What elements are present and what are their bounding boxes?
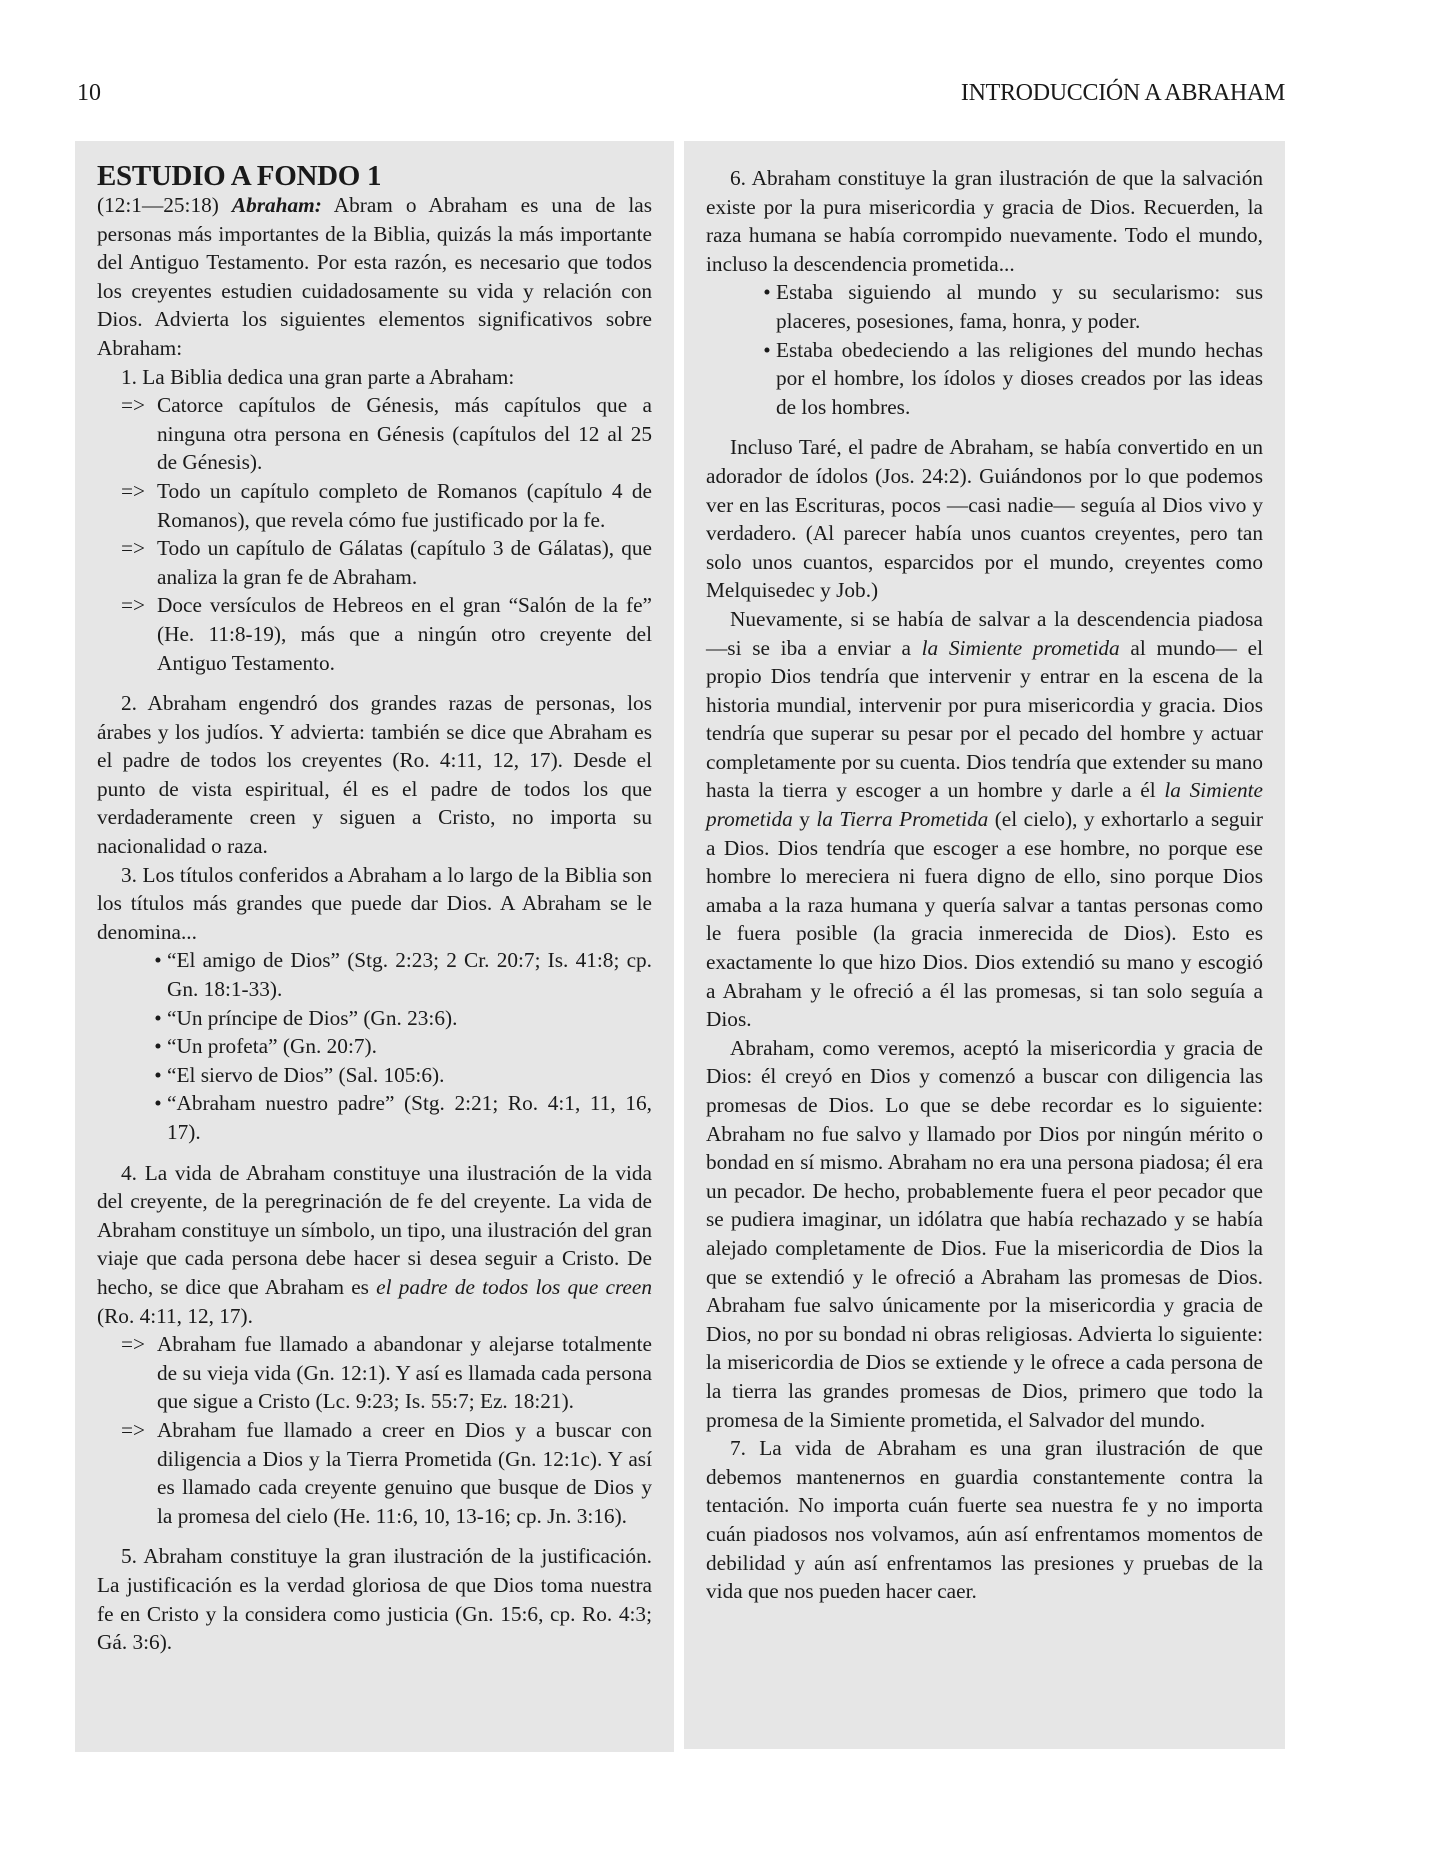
paragraph-tare: Incluso Taré, el padre de Abraham, se había convertido en un adorador de ídolos (Jos. 24:2). Guiándonos por lo que podemos ver en las Escrituras, pocos —casi nadie— seguía al Dios vivo y verdadero. (Al parecer había unos cuantos creyentes, pero tan solo unos cuantos, esparcidos por el mundo, creyentes como Melquisedec y Job.): [706, 435, 1263, 603]
point-5: 5. Abraham constituye la gran ilustración de la justificación. La justificación es la verdad gloriosa de que Dios toma nuestra fe en Cristo y la considera como justicia (Gn. 15:6, cp. Ro. 4:3; Gá. 3:6).: [97, 1544, 652, 1655]
study-title: ESTUDIO A FONDO 1: [97, 160, 382, 192]
bullet-icon: •: [763, 280, 771, 305]
bullet-icon: •: [154, 1062, 162, 1087]
point-4-item: => Abraham fue llamado a creer en Dios y a buscar con diligencia a Dios y la Tierra Prometida (Gn. 12:1c). Y así es llamado cada creyente genuino que busque de Dios y la promesa del cielo (He. 11:6, 10, 13-16; cp. Jn. 3:16).: [97, 1416, 652, 1530]
intro-paragraph: [97, 191, 652, 363]
paragraph-abraham: Abraham, como veremos, aceptó la misericordia y gracia de Dios: él creyó en Dios y comenzó a buscar con diligencia las promesas de Dios. Lo que se debe recordar es lo siguiente: Abraham no fue salvo y llamado por Dios por ningún mérito o bondad en sí mismo. Abraham no era una persona piadosa; él era un pecador. De hecho, probablemente fuera el peor pecador que se pudiera imaginar, un idólatra que había rechazado y se había alejado completamente de Dios. Fue la misericordia de Dios la que se extendió y le ofreció a Abraham las promesas de Dios. Abraham fue salvo únicamente por la misericordia y gracia de Dios, no por su bondad ni obras religiosas. Advierta lo siguiente: la misericordia de Dios se extiende y le ofrece a cada persona de la tierra las grandes promesas de Dios, primero que todo la promesa de la Simiente prometida, el Salvador del mundo.: [706, 1035, 1263, 1432]
point-3: 3. Los títulos conferidos a Abraham a lo largo de la Biblia son los títulos más grandes que puede dar Dios. A Abraham se le denomina...: [97, 862, 652, 944]
intro-term: Abraham:: [231, 193, 322, 217]
intro-text: Abram o Abraham es una de las personas más importantes de la Biblia, quizás la más importante del Antiguo Testamento. Por esta razón, es necesario que todos los creyentes estudien cuidadosamente su vida y relación con Dios. Advierta los siguientes elementos significativos sobre Abraham:: [97, 193, 652, 360]
italic-phrase: el padre de todos los que creen: [376, 1274, 652, 1299]
running-head: INTRODUCCIÓN A ABRAHAM: [960, 80, 1285, 106]
study-box-left-column: [75, 141, 674, 1752]
point-1-item: => Doce versículos de Hebreos en el gran “Salón de la fe” (He. 11:8-19), más que a ningún otro creyente del Antiguo Testamento.: [97, 591, 652, 677]
arrow-marker: =>: [121, 1417, 146, 1442]
bullet-icon: •: [154, 1091, 162, 1116]
point-4-item: => Abraham fue llamado a abandonar y alejarse totalmente de su vieja vida (Gn. 12:1). Y así es llamada cada persona que sigue a Cristo (Lc. 9:23; Is. 55:7; Ez. 18:21).: [97, 1330, 652, 1416]
italic-phrase: la Simiente prometida: [706, 778, 1263, 832]
spacer: [97, 1530, 652, 1542]
study-box-right-column: [684, 141, 1285, 1749]
paragraph-nuevamente: Nuevamente, si se había de salvar a la descendencia piadosa —si se iba a enviar a la Simiente prometida al mundo— el propio Dios tendría que intervenir y entrar en la escena de la historia mundial, intervenir por pura misericordia y gracia. Dios tendría que superar su pesar por el pecado del hombre y actuar completamente por su cuenta. Dios tendría que extender su mano hasta la tierra y escoger a un hombre y darle a él la Simiente prometida y la Tierra Prometida (el cielo), y exhortarlo a seguir a Dios. Dios tendría que escoger a ese hombre, no porque ese hombre lo mereciera ni fuera digno de ello, sino porque Dios amaba a la raza humana y quería salvar a tantas personas como le fuera posible (la gracia inmerecida de Dios). Esto es exactamente lo que hizo Dios. Dios extendió su mano y escogió a Abraham y le ofreció a él las promesas, si tan solo seguía a Dios.: [706, 606, 1263, 1032]
point-7: 7. La vida de Abraham es una gran ilustración de que debemos mantenernos en guardia constantemente contra la tentación. No importa cuán fuerte sea nuestra fe y no importa cuán piadosos nos volvamos, aún así enfrentamos momentos de debilidad y aún así enfrentamos las presiones y pruebas de la vida que nos pueden hacer caer.: [706, 1436, 1263, 1604]
italic-phrase: la Tierra Prometida: [816, 807, 989, 832]
bullet-icon: •: [763, 337, 771, 362]
point-1: 1. La Biblia dedica una gran parte a Abraham:: [121, 364, 515, 389]
arrow-marker: =>: [121, 393, 146, 418]
arrow-marker: =>: [121, 1332, 146, 1357]
point-1-item: => Todo un capítulo completo de Romanos (capítulo 4 de Romanos), que revela cómo fue justificado por la fe.: [97, 477, 652, 534]
bullet-icon: •: [154, 948, 162, 973]
spacer: [706, 421, 1263, 433]
point-6: 6. Abraham constituye la gran ilustración de que la salvación existe por la pura misericordia y gracia de Dios. Recuerden, la raza humana se había corrompido nuevamente. Todo el mundo, incluso la descendencia prometida...: [706, 166, 1263, 276]
page-number: 10: [77, 80, 101, 106]
arrow-marker: =>: [121, 536, 146, 561]
point-4: 4. La vida de Abraham constituye una ilustración de la vida del creyente, de la peregrinación de fe del creyente. La vida de Abraham constituye un símbolo, un tipo, una ilustración del gran viaje que cada persona debe hacer si desea seguir a Cristo. De hecho, se dice que Abraham es el padre de todos los que creen (Ro. 4:11, 12, 17).: [97, 1160, 652, 1328]
point-1-item: => Catorce capítulos de Génesis, más capítulos que a ninguna otra persona en Génesis (capítulos del 12 al 25 de Génesis).: [97, 391, 652, 477]
intro-reference: (12:1—25:18): [97, 193, 232, 217]
point-2: 2. Abraham engendró dos grandes razas de personas, los árabes y los judíos. Y advierta: también se dice que Abraham es el padre de todos los creyentes (Ro. 4:11, 12, 17). Desde el punto de vista espiritual, él es el padre de todos los que verdaderamente creen y siguen a Cristo, no importa su nacionalidad o raza.: [97, 691, 652, 859]
point-1-item: => Todo un capítulo de Gálatas (capítulo 3 de Gálatas), que analiza la gran fe de Abraham.: [97, 534, 652, 591]
point-3-item: • “Un profeta” (Gn. 20:7).: [97, 1032, 652, 1061]
point-6-item: • Estaba obedeciendo a las religiones del mundo hechas por el hombre, los ídolos y dioses creados por las ideas de los hombres.: [706, 336, 1263, 422]
bullet-icon: •: [154, 1034, 162, 1059]
point-3-item: • “Un príncipe de Dios” (Gn. 23:6).: [97, 1004, 652, 1033]
arrow-marker: =>: [121, 478, 146, 503]
point-3-item: • “El siervo de Dios” (Sal. 105:6).: [97, 1061, 652, 1090]
point-3-item: • “Abraham nuestro padre” (Stg. 2:21; Ro. 4:1, 11, 16, 17).: [97, 1089, 652, 1146]
italic-phrase: la Simiente prometida: [921, 635, 1120, 660]
arrow-marker: =>: [121, 593, 146, 618]
point-6-item: • Estaba siguiendo al mundo y su secularismo: sus placeres, posesiones, fama, honra, y poder.: [706, 278, 1263, 335]
point-3-item: • “El amigo de Dios” (Stg. 2:23; 2 Cr. 20:7; Is. 41:8; cp. Gn. 18:1-33).: [97, 946, 652, 1003]
spacer: [97, 677, 652, 689]
spacer: [97, 1147, 652, 1159]
bullet-icon: •: [154, 1005, 162, 1030]
